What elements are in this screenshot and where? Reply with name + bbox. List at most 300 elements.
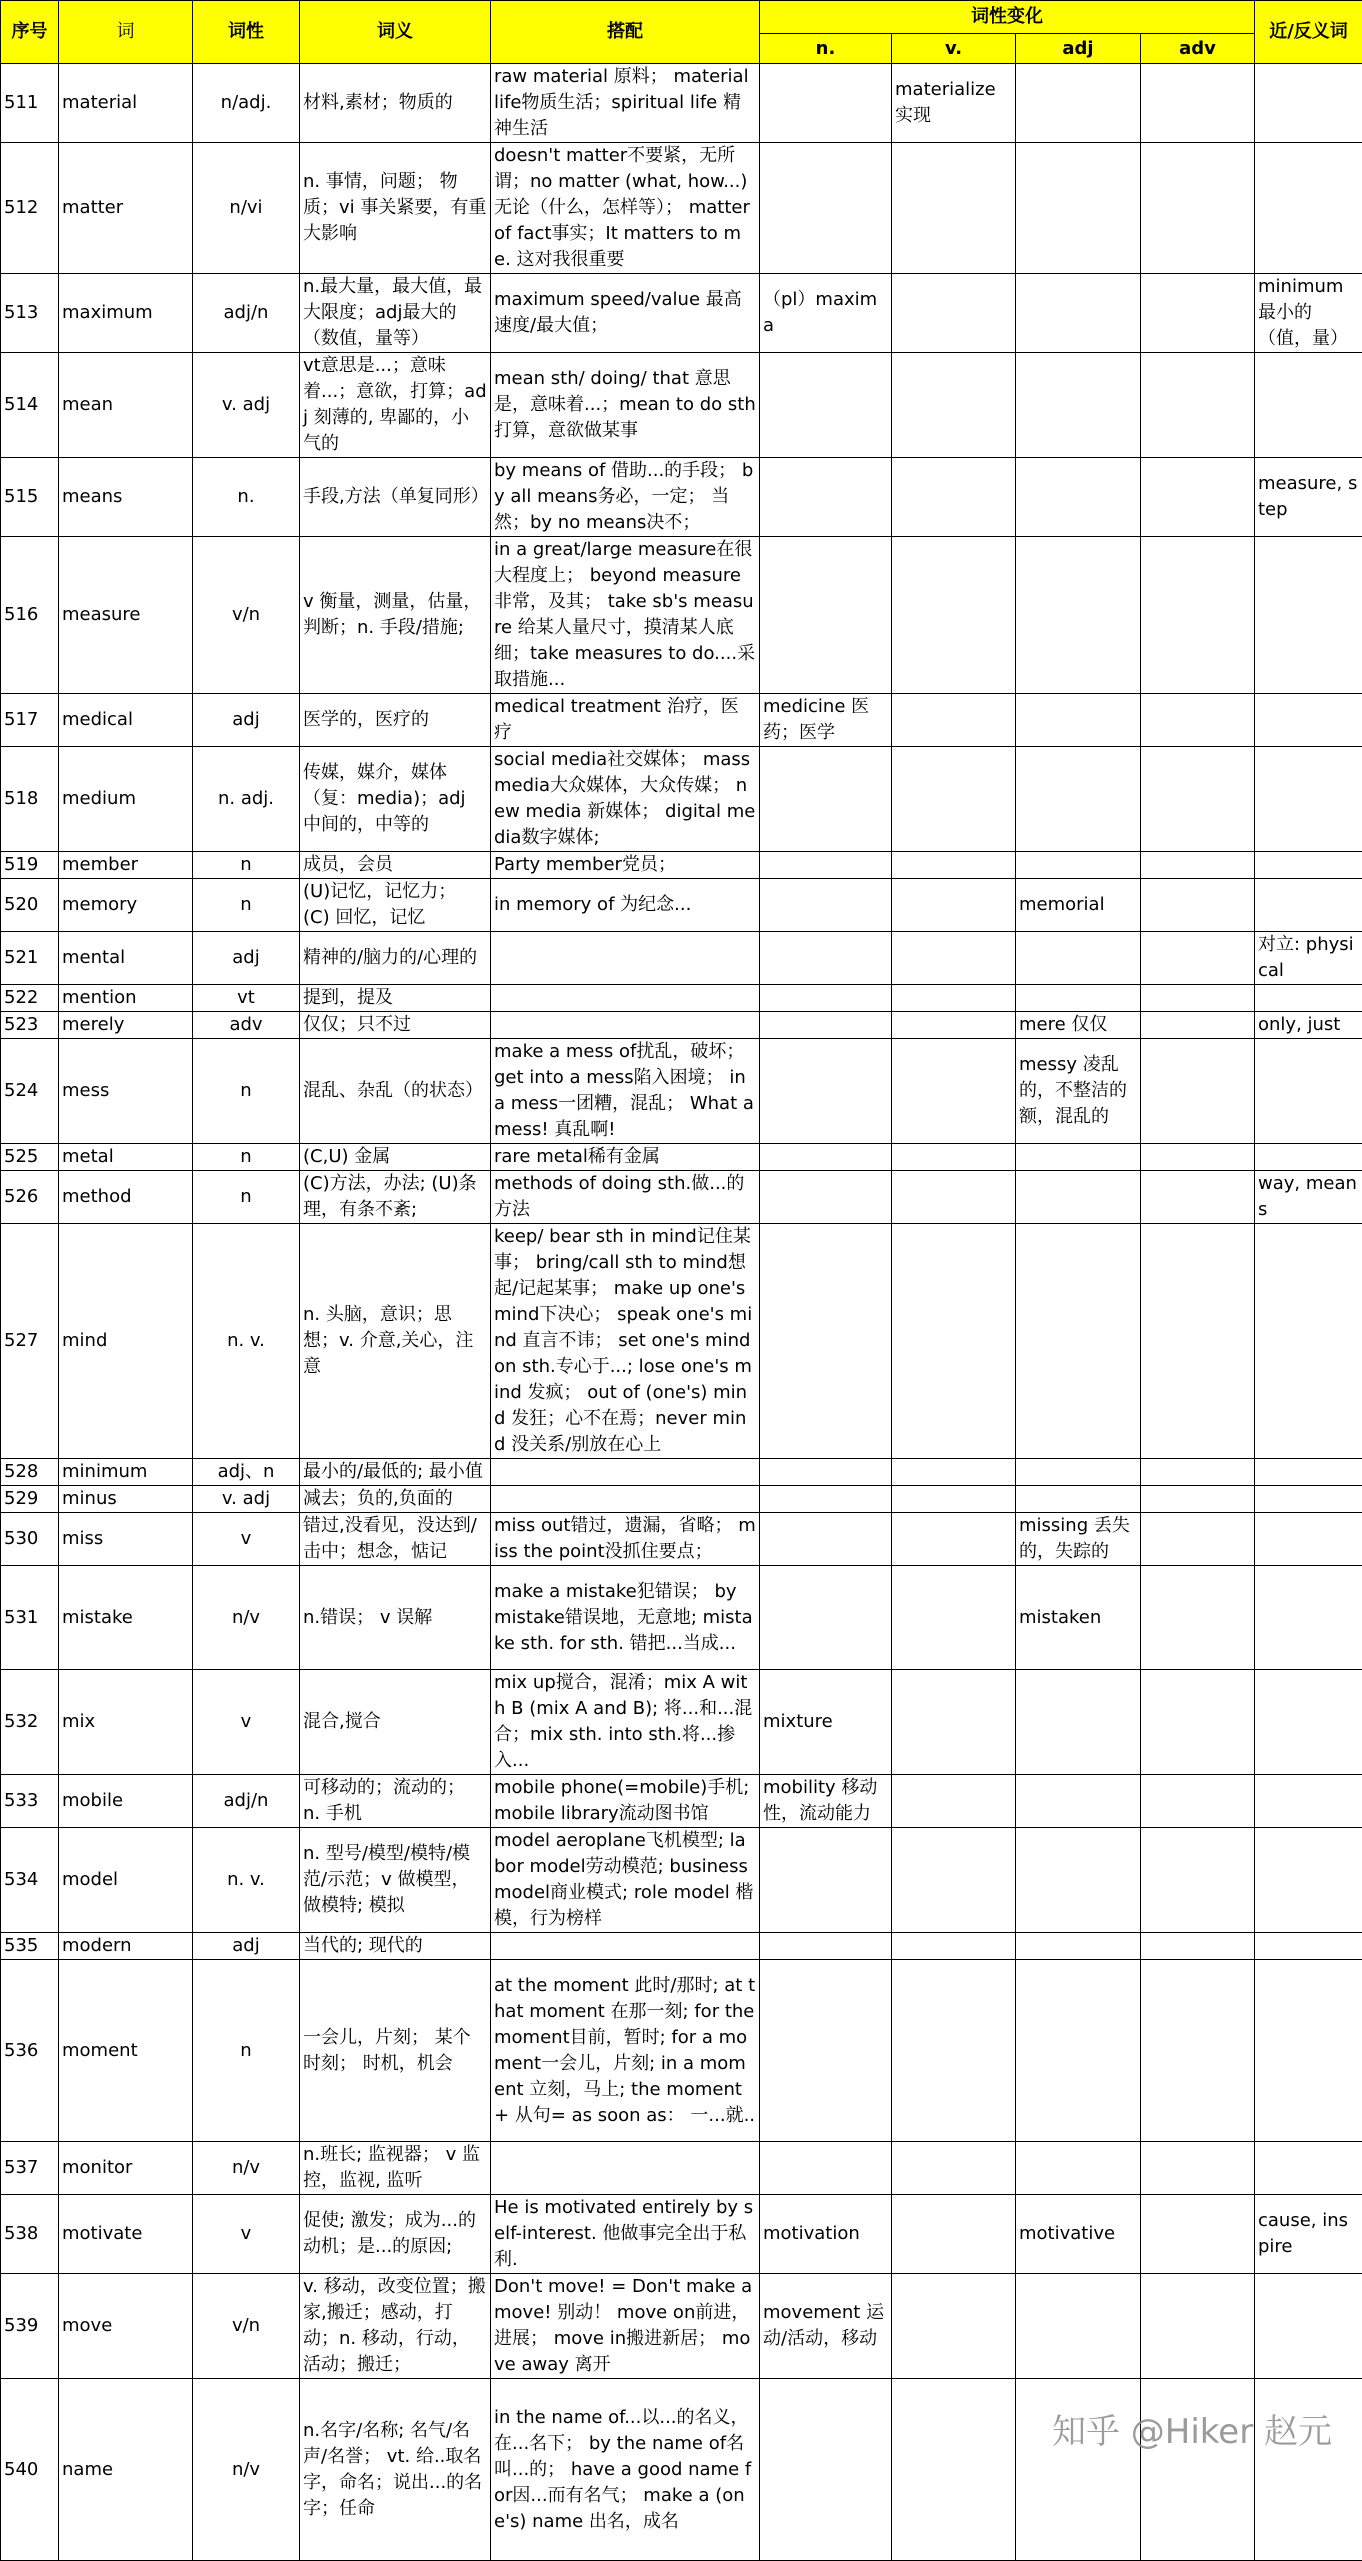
cell-word: measure: [59, 537, 193, 694]
table-row: [1, 537, 1362, 694]
cell-collocation: miss out错过，遗漏，省略； miss the point没抓住要点；: [491, 1513, 760, 1566]
cell-form-n: [760, 537, 892, 694]
cell-word: maximum: [59, 274, 193, 353]
cell-pos: v: [193, 1513, 300, 1566]
header-forms-v: v.: [892, 34, 1016, 64]
table-row: [1, 64, 1362, 143]
cell-meaning: 当代的; 现代的: [300, 1933, 491, 1960]
cell-word: mean: [59, 353, 193, 458]
table-row: [1, 1171, 1362, 1224]
cell-form-adj: [1016, 1171, 1141, 1224]
cell-form-adv: [1141, 1486, 1255, 1513]
table-row: [1, 1960, 1362, 2142]
cell-word: metal: [59, 1144, 193, 1171]
cell-meaning: v 衡量，测量，估量，判断；n. 手段/措施;: [300, 537, 491, 694]
cell-collocation: mix up搅合，混淆；mix A with B (mix A and B); 将...和...混合；mix sth. into sth.将...掺入...: [491, 1670, 760, 1775]
cell-form-adj: mere 仅仅: [1016, 1012, 1141, 1039]
cell-collocation: make a mess of扰乱，破坏； get into a mess陷入困境； in a mess一团糟，混乱； What a mess! 真乱啊!: [491, 1039, 760, 1144]
cell-form-adv: [1141, 1513, 1255, 1566]
cell-form-v: [892, 1144, 1016, 1171]
cell-form-v: [892, 2142, 1016, 2195]
table-row: [1, 1459, 1362, 1486]
header-word: 词: [59, 1, 193, 64]
cell-form-adj: [1016, 1828, 1141, 1933]
header-forms-adv: adv: [1141, 34, 1255, 64]
cell-collocation: mean sth/ doing/ that 意思是，意味着...；mean to do sth打算，意欲做某事: [491, 353, 760, 458]
cell-form-adj: [1016, 274, 1141, 353]
table-row: [1, 2195, 1362, 2274]
cell-no: 528: [1, 1459, 59, 1486]
cell-collocation: medical treatment 治疗，医疗: [491, 694, 760, 747]
cell-form-n: [760, 1459, 892, 1486]
cell-no: 527: [1, 1224, 59, 1459]
cell-form-adj: [1016, 1670, 1141, 1775]
cell-synonyms: [1255, 1224, 1362, 1459]
cell-form-adj: [1016, 985, 1141, 1012]
cell-synonyms: [1255, 1828, 1362, 1933]
table-row: [1, 1775, 1362, 1828]
cell-form-adj: memorial: [1016, 879, 1141, 932]
cell-pos: v/n: [193, 2274, 300, 2379]
cell-meaning: 传媒，媒介，媒体（复：media)；adj 中间的，中等的: [300, 747, 491, 852]
cell-form-adj: [1016, 353, 1141, 458]
table-row: [1, 1144, 1362, 1171]
cell-form-v: [892, 1933, 1016, 1960]
cell-form-v: [892, 274, 1016, 353]
cell-meaning: vt意思是...；意味着...；意欲，打算；adj 刻薄的, 卑鄙的，小气的: [300, 353, 491, 458]
watermark: 知乎 @Hiker 赵元: [1052, 2404, 1332, 2453]
table-row: [1, 747, 1362, 852]
cell-form-n: [760, 143, 892, 274]
cell-form-v: [892, 1960, 1016, 2142]
cell-word: mind: [59, 1224, 193, 1459]
cell-form-v: [892, 1486, 1016, 1513]
table-row: [1, 1012, 1362, 1039]
table-row: [1, 2274, 1362, 2379]
cell-no: 518: [1, 747, 59, 852]
cell-no: 534: [1, 1828, 59, 1933]
cell-form-v: [892, 1828, 1016, 1933]
cell-form-adv: [1141, 852, 1255, 879]
cell-synonyms: [1255, 1039, 1362, 1144]
cell-form-adv: [1141, 985, 1255, 1012]
cell-word: model: [59, 1828, 193, 1933]
cell-form-adj: [1016, 932, 1141, 985]
cell-form-v: [892, 879, 1016, 932]
cell-form-v: materialize实现: [892, 64, 1016, 143]
cell-word: minimum: [59, 1459, 193, 1486]
cell-pos: n. v.: [193, 1224, 300, 1459]
cell-form-adv: [1141, 1144, 1255, 1171]
cell-no: 531: [1, 1566, 59, 1670]
cell-form-adv: [1141, 1171, 1255, 1224]
cell-form-v: [892, 1775, 1016, 1828]
cell-meaning: n.错误； v 误解: [300, 1566, 491, 1670]
cell-collocation: doesn't matter不要紧，无所谓；no matter (what, how...)无论（什么，怎样等）； matter of fact事实；It matters to me. 这对我很重要: [491, 143, 760, 274]
cell-form-adv: [1141, 1670, 1255, 1775]
cell-form-adj: missing 丢失的，失踪的: [1016, 1513, 1141, 1566]
cell-word: monitor: [59, 2142, 193, 2195]
cell-form-n: [760, 1224, 892, 1459]
table-row: [1, 852, 1362, 879]
cell-no: 520: [1, 879, 59, 932]
cell-pos: adv: [193, 1012, 300, 1039]
cell-pos: n: [193, 1171, 300, 1224]
cell-collocation: [491, 1933, 760, 1960]
cell-form-n: mixture: [760, 1670, 892, 1775]
cell-pos: adj/n: [193, 1775, 300, 1828]
cell-word: name: [59, 2379, 193, 2561]
cell-meaning: (C,U) 金属: [300, 1144, 491, 1171]
cell-form-n: [760, 1039, 892, 1144]
cell-pos: n/v: [193, 2142, 300, 2195]
cell-meaning: v. 移动，改变位置；搬家,搬迁；感动，打动；n. 移动，行动，活动；搬迁；: [300, 2274, 491, 2379]
cell-form-n: [760, 879, 892, 932]
cell-no: 539: [1, 2274, 59, 2379]
cell-no: 519: [1, 852, 59, 879]
cell-pos: n.: [193, 458, 300, 537]
cell-word: medium: [59, 747, 193, 852]
cell-form-v: [892, 985, 1016, 1012]
cell-form-adj: messy 凌乱的，不整洁的额，混乱的: [1016, 1039, 1141, 1144]
cell-meaning: n.名字/名称; 名气/名声/名誉； vt. 给..取名字，命名；说出...的名字；任命: [300, 2379, 491, 2561]
cell-meaning: 混乱、杂乱（的状态）: [300, 1039, 491, 1144]
cell-form-n: [760, 1486, 892, 1513]
cell-form-n: motivation: [760, 2195, 892, 2274]
cell-form-n: [760, 1144, 892, 1171]
cell-form-n: [760, 932, 892, 985]
cell-form-adv: [1141, 537, 1255, 694]
cell-collocation: by means of 借助...的手段； by all means务必，一定； 当然；by no means决不；: [491, 458, 760, 537]
cell-no: 524: [1, 1039, 59, 1144]
header-synonyms: 近/反义词: [1255, 1, 1362, 64]
header-no: 序号: [1, 1, 59, 64]
cell-form-v: [892, 537, 1016, 694]
cell-form-v: [892, 852, 1016, 879]
cell-meaning: n. 事情，问题； 物质；vi 事关紧要，有重大影响: [300, 143, 491, 274]
cell-form-n: [760, 458, 892, 537]
table-row: [1, 879, 1362, 932]
cell-form-v: [892, 1513, 1016, 1566]
cell-no: 538: [1, 2195, 59, 2274]
cell-pos: vt: [193, 985, 300, 1012]
cell-pos: adj、n: [193, 1459, 300, 1486]
cell-word: moment: [59, 1960, 193, 2142]
cell-form-adj: [1016, 694, 1141, 747]
cell-form-adj: [1016, 852, 1141, 879]
cell-word: mistake: [59, 1566, 193, 1670]
table-row: [1, 1933, 1362, 1960]
cell-pos: n: [193, 1960, 300, 2142]
cell-no: 540: [1, 2379, 59, 2561]
cell-meaning: 手段,方法（单复同形）: [300, 458, 491, 537]
cell-meaning: n.最大量，最大值，最大限度；adj最大的（数值，量等）: [300, 274, 491, 353]
table-row: [1, 458, 1362, 537]
cell-synonyms: cause, inspire: [1255, 2195, 1362, 2274]
cell-word: minus: [59, 1486, 193, 1513]
cell-no: 535: [1, 1933, 59, 1960]
cell-collocation: [491, 985, 760, 1012]
cell-synonyms: only, just: [1255, 1012, 1362, 1039]
cell-collocation: keep/ bear sth in mind记住某事； bring/call sth to mind想起/记起某事； make up one's mind下决心； speak one's mind 直言不讳； set one's mind on sth.专心于...; lose one's mind 发疯； out of (one's) mind 发狂；心不在焉；never mind 没关系/别放在心上: [491, 1224, 760, 1459]
cell-no: 517: [1, 694, 59, 747]
cell-pos: v: [193, 1670, 300, 1775]
cell-form-adj: [1016, 64, 1141, 143]
cell-form-v: [892, 1012, 1016, 1039]
cell-form-adv: [1141, 1459, 1255, 1486]
cell-pos: adj: [193, 1933, 300, 1960]
header-forms: 词性变化: [760, 1, 1255, 34]
cell-meaning: 材料,素材；物质的: [300, 64, 491, 143]
cell-meaning: 仅仅；只不过: [300, 1012, 491, 1039]
cell-form-v: [892, 353, 1016, 458]
cell-meaning: (U)记忆，记忆力； (C) 回忆，记忆: [300, 879, 491, 932]
cell-no: 521: [1, 932, 59, 985]
cell-collocation: in a great/large measure在很大程度上； beyond measure 非常，及其； take sb's measure 给某人量尺寸，摸清某人底细；take measures to do....采取措施...: [491, 537, 760, 694]
cell-form-n: [760, 1513, 892, 1566]
cell-word: method: [59, 1171, 193, 1224]
cell-no: 536: [1, 1960, 59, 2142]
cell-no: 522: [1, 985, 59, 1012]
cell-collocation: make a mistake犯错误； by mistake错误地，无意地; mistake sth. for sth. 错把...当成...: [491, 1566, 760, 1670]
cell-form-v: [892, 2274, 1016, 2379]
header-forms-n: n.: [760, 34, 892, 64]
cell-form-v: [892, 694, 1016, 747]
cell-form-adj: [1016, 1960, 1141, 2142]
cell-form-adj: [1016, 1144, 1141, 1171]
cell-form-v: [892, 2379, 1016, 2561]
cell-form-adv: [1141, 694, 1255, 747]
cell-word: merely: [59, 1012, 193, 1039]
cell-form-adv: [1141, 1828, 1255, 1933]
cell-collocation: in memory of 为纪念...: [491, 879, 760, 932]
table-row: [1, 1513, 1362, 1566]
cell-pos: adj/n: [193, 274, 300, 353]
table-row: [1, 985, 1362, 1012]
cell-collocation: He is motivated entirely by self-interest. 他做事完全出于私利.: [491, 2195, 760, 2274]
table-row: [1, 1224, 1362, 1459]
cell-collocation: [491, 1459, 760, 1486]
cell-collocation: methods of doing sth.做...的方法: [491, 1171, 760, 1224]
cell-form-adj: motivative: [1016, 2195, 1141, 2274]
cell-form-adj: [1016, 2274, 1141, 2379]
cell-form-n: medicine 医药；医学: [760, 694, 892, 747]
cell-synonyms: [1255, 852, 1362, 879]
cell-form-v: [892, 458, 1016, 537]
cell-form-v: [892, 2195, 1016, 2274]
cell-form-adv: [1141, 1933, 1255, 1960]
cell-form-v: [892, 143, 1016, 274]
cell-form-v: [892, 1566, 1016, 1670]
cell-pos: v. adj: [193, 353, 300, 458]
table-row: [1, 1670, 1362, 1775]
cell-no: 532: [1, 1670, 59, 1775]
cell-form-adj: mistaken: [1016, 1566, 1141, 1670]
cell-pos: n: [193, 879, 300, 932]
cell-word: miss: [59, 1513, 193, 1566]
cell-word: matter: [59, 143, 193, 274]
cell-no: 511: [1, 64, 59, 143]
cell-no: 514: [1, 353, 59, 458]
table-row: [1, 274, 1362, 353]
cell-form-n: [760, 1828, 892, 1933]
cell-form-v: [892, 932, 1016, 985]
cell-form-n: movement 运动/活动，移动: [760, 2274, 892, 2379]
cell-form-n: [760, 747, 892, 852]
cell-form-adv: [1141, 458, 1255, 537]
cell-pos: adj: [193, 694, 300, 747]
cell-no: 526: [1, 1171, 59, 1224]
cell-form-n: [760, 1171, 892, 1224]
cell-synonyms: [1255, 747, 1362, 852]
cell-form-adv: [1141, 64, 1255, 143]
cell-synonyms: [1255, 1960, 1362, 2142]
cell-form-adj: [1016, 143, 1141, 274]
table-row: [1, 694, 1362, 747]
cell-meaning: n.班长; 监视器； v 监控，监视, 监听: [300, 2142, 491, 2195]
cell-meaning: n. 型号/模型/模特/模范/示范；v 做模型，做模特; 模拟: [300, 1828, 491, 1933]
cell-no: 515: [1, 458, 59, 537]
cell-no: 523: [1, 1012, 59, 1039]
cell-form-n: [760, 1933, 892, 1960]
cell-meaning: 混合,搅合: [300, 1670, 491, 1775]
cell-form-n: [760, 353, 892, 458]
cell-synonyms: [1255, 1513, 1362, 1566]
cell-pos: n/vi: [193, 143, 300, 274]
table-row: [1, 1486, 1362, 1513]
cell-word: motivate: [59, 2195, 193, 2274]
cell-form-n: （pl）maxima: [760, 274, 892, 353]
cell-no: 530: [1, 1513, 59, 1566]
cell-collocation: Party member党员；: [491, 852, 760, 879]
cell-form-adv: [1141, 1012, 1255, 1039]
header-pos: 词性: [193, 1, 300, 64]
cell-pos: v: [193, 2195, 300, 2274]
cell-word: memory: [59, 879, 193, 932]
cell-form-adv: [1141, 879, 1255, 932]
cell-collocation: at the moment 此时/那时; at that moment 在那一刻; for the moment目前，暂时; for a moment一会儿，片刻; in a moment 立刻，马上; the moment+ 从句= as soon as： 一...就..: [491, 1960, 760, 2142]
cell-form-adv: [1141, 274, 1255, 353]
cell-form-v: [892, 747, 1016, 852]
table-row: [1, 1566, 1362, 1670]
cell-synonyms: way, means: [1255, 1171, 1362, 1224]
cell-pos: n/v: [193, 2379, 300, 2561]
cell-no: 516: [1, 537, 59, 694]
cell-pos: n: [193, 852, 300, 879]
cell-word: modern: [59, 1933, 193, 1960]
cell-form-v: [892, 1171, 1016, 1224]
cell-collocation: social media社交媒体； mass media大众媒体，大众传媒； new media 新媒体； digital media数字媒体;: [491, 747, 760, 852]
cell-meaning: 提到，提及: [300, 985, 491, 1012]
cell-word: mental: [59, 932, 193, 985]
cell-synonyms: [1255, 537, 1362, 694]
cell-synonyms: [1255, 985, 1362, 1012]
cell-synonyms: [1255, 353, 1362, 458]
cell-word: material: [59, 64, 193, 143]
cell-meaning: 可移动的；流动的； n. 手机: [300, 1775, 491, 1828]
cell-word: medical: [59, 694, 193, 747]
cell-form-v: [892, 1224, 1016, 1459]
cell-form-adv: [1141, 932, 1255, 985]
cell-form-adj: [1016, 537, 1141, 694]
cell-form-n: mobility 移动性，流动能力: [760, 1775, 892, 1828]
cell-pos: n. adj.: [193, 747, 300, 852]
cell-no: 512: [1, 143, 59, 274]
table-row: [1, 1828, 1362, 1933]
cell-word: mobile: [59, 1775, 193, 1828]
cell-pos: adj: [193, 932, 300, 985]
cell-synonyms: [1255, 1933, 1362, 1960]
cell-collocation: rare metal稀有金属: [491, 1144, 760, 1171]
cell-pos: n/adj.: [193, 64, 300, 143]
cell-synonyms: [1255, 143, 1362, 274]
header-collocation: 搭配: [491, 1, 760, 64]
cell-word: move: [59, 2274, 193, 2379]
cell-form-adv: [1141, 353, 1255, 458]
cell-meaning: 医学的，医疗的: [300, 694, 491, 747]
cell-meaning: 最小的/最低的; 最小值: [300, 1459, 491, 1486]
cell-form-adv: [1141, 1224, 1255, 1459]
cell-form-adj: [1016, 2142, 1141, 2195]
cell-form-n: [760, 1960, 892, 2142]
cell-no: 513: [1, 274, 59, 353]
cell-word: means: [59, 458, 193, 537]
cell-word: member: [59, 852, 193, 879]
cell-synonyms: [1255, 694, 1362, 747]
header-forms-adj: adj: [1016, 34, 1141, 64]
cell-form-adj: [1016, 1459, 1141, 1486]
cell-word: mess: [59, 1039, 193, 1144]
table-body: [1, 64, 1362, 2561]
cell-form-adv: [1141, 2142, 1255, 2195]
cell-meaning: 促使; 激发；成为...的动机；是...的原因;: [300, 2195, 491, 2274]
cell-form-v: [892, 1459, 1016, 1486]
cell-collocation: [491, 1486, 760, 1513]
cell-form-adj: [1016, 1933, 1141, 1960]
cell-form-adj: [1016, 1224, 1141, 1459]
cell-meaning: 一会儿，片刻； 某个时刻； 时机，机会: [300, 1960, 491, 2142]
cell-form-adj: [1016, 458, 1141, 537]
table-row: [1, 932, 1362, 985]
cell-form-adv: [1141, 2274, 1255, 2379]
cell-form-adv: [1141, 143, 1255, 274]
cell-no: 529: [1, 1486, 59, 1513]
cell-form-n: [760, 985, 892, 1012]
cell-no: 533: [1, 1775, 59, 1828]
cell-pos: v/n: [193, 537, 300, 694]
cell-synonyms: [1255, 2274, 1362, 2379]
cell-synonyms: [1255, 1486, 1362, 1513]
table-row: [1, 353, 1362, 458]
cell-form-adv: [1141, 1775, 1255, 1828]
cell-meaning: 错过,没看见，没达到/击中；想念，惦记: [300, 1513, 491, 1566]
cell-collocation: [491, 2142, 760, 2195]
cell-form-n: [760, 2142, 892, 2195]
table-row: [1, 143, 1362, 274]
table-row: [1, 1039, 1362, 1144]
cell-pos: n. v.: [193, 1828, 300, 1933]
cell-meaning: 成员，会员: [300, 852, 491, 879]
cell-form-n: [760, 1012, 892, 1039]
cell-synonyms: minimum 最小的（值，量）: [1255, 274, 1362, 353]
cell-form-adv: [1141, 1039, 1255, 1144]
cell-synonyms: [1255, 1775, 1362, 1828]
cell-synonyms: 对立: physical: [1255, 932, 1362, 985]
cell-collocation: Don't move! = Don't make a move! 别动！ move on前进，进展； move in搬进新居； move away 离开: [491, 2274, 760, 2379]
cell-form-n: [760, 852, 892, 879]
cell-synonyms: [1255, 1459, 1362, 1486]
cell-form-adv: [1141, 1960, 1255, 2142]
